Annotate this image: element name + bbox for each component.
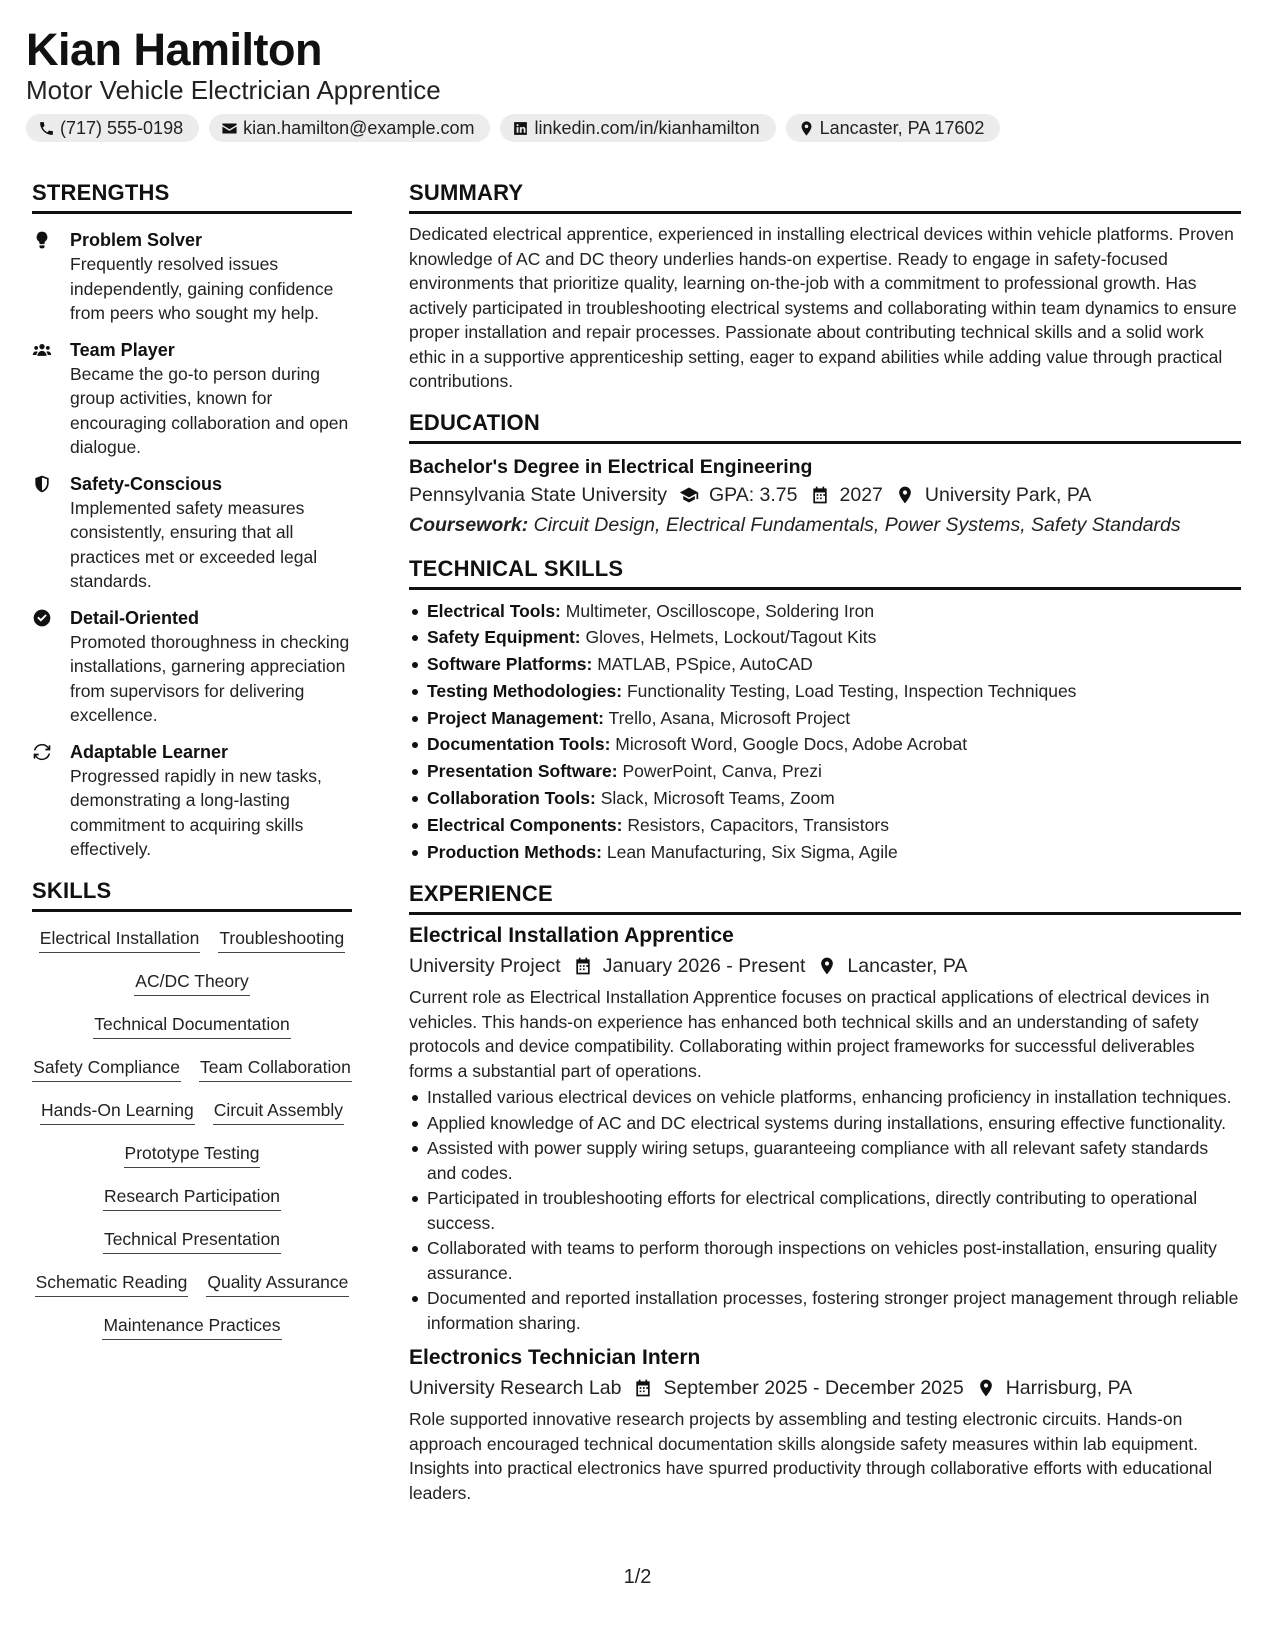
job-entry [409, 921, 1241, 1335]
tech-value: Lean Manufacturing, Six Sigma, Agile [606, 841, 898, 862]
calendar-icon [573, 956, 593, 976]
tech-value: Resistors, Capacitors, Transistors [627, 814, 889, 835]
job-description: Current role as Electrical Installation Apprentice focuses on practical applications of electrical devices in vehicles. This hands-on experience has enhanced both technical skills and an understanding of safety protocols and device compatibility. Collaborating within project frameworks for successful deliverables forms a substantial part of operations. [409, 987, 1210, 1081]
list-item [409, 731, 1241, 758]
skills-heading: SKILLS [32, 878, 352, 912]
tech-value: Functionality Testing, Load Testing, Inspection Techniques [626, 680, 1077, 701]
tech-value: Gloves, Helmets, Lockout/Tagout Kits [585, 627, 877, 648]
job-bullets [409, 1085, 1241, 1335]
coursework-list: Circuit Design, Electrical Fundamentals, Power Systems, Safety Standards [533, 513, 1181, 536]
tech-label: Collaboration Tools: [427, 788, 596, 809]
skill-tag: Electrical Installation [39, 926, 201, 953]
education-meta [409, 480, 1241, 510]
tech-value: Microsoft Word, Google Docs, Adobe Acrobat [615, 734, 968, 755]
experience-heading: EXPERIENCE [409, 881, 1241, 915]
skill-tag: Research Participation [103, 1184, 281, 1211]
job-location: Lancaster, PA [847, 955, 968, 978]
contact-phone-text: (717) 555-0198 [60, 117, 184, 138]
tech-label: Presentation Software: [427, 761, 618, 782]
contact-email-text: kian.hamilton@example.com [243, 117, 475, 138]
skill-tag: Hands-On Learning [40, 1098, 195, 1125]
education-section [409, 410, 1241, 540]
strength-item [32, 472, 352, 594]
skill-tag: Circuit Assembly [213, 1098, 344, 1125]
job-title: Electrical Installation Apprentice [409, 924, 734, 948]
strength-item [32, 338, 352, 460]
list-item: Participated in troubleshooting efforts for electrical complications, directly contributing to operational success. [409, 1186, 1241, 1235]
school-location: University Park, PA [924, 483, 1092, 506]
tech-label: Electrical Tools: [427, 600, 561, 621]
technical-skills-section [409, 556, 1241, 866]
contact-linkedin-text: linkedin.com/in/kianhamilton [534, 117, 760, 138]
sync-icon [32, 742, 52, 762]
strength-desc: Implemented safety measures consistently, ensuring that all practices met or exceeded legal standards. [70, 497, 318, 591]
tech-label: Electrical Components: [427, 814, 623, 835]
contact-location[interactable] [786, 114, 1001, 142]
skill-tag: Quality Assurance [206, 1270, 349, 1297]
strength-desc: Became the go-to person during group activities, known for encouraging collaboration and open dialogue. [70, 363, 349, 457]
left-column [32, 180, 352, 1340]
map-pin-icon [895, 485, 915, 505]
summary-heading: SUMMARY [409, 180, 1241, 214]
job-dates: September 2025 - December 2025 [663, 1377, 964, 1400]
job-location: Harrisburg, PA [1005, 1377, 1133, 1400]
tech-value: Trello, Asana, Microsoft Project [608, 707, 851, 728]
summary-section [409, 180, 1241, 394]
skill-tag: Schematic Reading [35, 1270, 189, 1297]
strength-desc: Progressed rapidly in new tasks, demonstrating a long-lasting commitment to acquiring skills effectively. [70, 765, 322, 859]
strength-title: Problem Solver [70, 230, 203, 250]
list-item [409, 624, 1241, 651]
graduation-cap-icon [679, 485, 699, 505]
degree-title: Bachelor's Degree in Electrical Engineering [409, 455, 813, 478]
job-meta [409, 1373, 1241, 1403]
strength-title: Detail-Oriented [70, 607, 200, 628]
strength-item [32, 606, 352, 728]
shield-icon [32, 474, 52, 494]
skill-tag: Technical Documentation [93, 1012, 291, 1039]
technical-skills-list [409, 598, 1241, 866]
tech-label: Project Management: [427, 707, 604, 728]
check-circle-icon [32, 608, 52, 628]
map-pin-icon [817, 956, 837, 976]
list-item [409, 758, 1241, 785]
tech-value: Slack, Microsoft Teams, Zoom [600, 788, 835, 809]
list-item [409, 598, 1241, 625]
job-description: Role supported innovative research projects by assembling and testing electronic circuits. Hands-on approach encouraged technical documentation skills alongside safety measures within lab equipment. Insights into practical electronics have spurred productivity through collaborative efforts with educational leaders. [409, 1409, 1213, 1503]
skill-tag: Technical Presentation [103, 1227, 281, 1254]
job-entry [409, 1343, 1241, 1505]
list-item [409, 812, 1241, 839]
contact-bar [26, 114, 1000, 142]
contact-location-text: Lancaster, PA 17602 [819, 117, 985, 138]
tech-label: Software Platforms: [427, 654, 593, 675]
strength-desc: Frequently resolved issues independently, gaining confidence from peers who sought my help. [70, 254, 334, 323]
list-item: Collaborated with teams to perform thorough inspections on vehicles post-installation, ensuring quality assurance. [409, 1236, 1241, 1285]
tech-value: MATLAB, PSpice, AutoCAD [597, 654, 813, 675]
skill-tag: Maintenance Practices [102, 1313, 281, 1340]
tech-label: Production Methods: [427, 841, 602, 862]
education-heading: EDUCATION [409, 410, 1241, 444]
candidate-name: Kian Hamilton [26, 24, 323, 75]
strength-item [32, 228, 352, 326]
job-meta [409, 951, 1241, 981]
strengths-section [32, 180, 352, 862]
experience-section [409, 881, 1241, 1505]
map-pin-icon [798, 120, 815, 137]
skill-tag: AC/DC Theory [134, 969, 249, 996]
phone-icon [38, 120, 55, 137]
lightbulb-icon [32, 230, 52, 250]
technical-skills-heading: TECHNICAL SKILLS [409, 556, 1241, 590]
graduation-year: 2027 [839, 483, 883, 506]
list-item [409, 678, 1241, 705]
tech-value: PowerPoint, Canva, Prezi [622, 761, 822, 782]
strength-title: Adaptable Learner [70, 741, 229, 762]
list-item: Applied knowledge of AC and DC electrical systems during installations, ensuring effective functionality. [409, 1111, 1241, 1136]
list-item: Installed various electrical devices on vehicle platforms, enhancing proficiency in installation techniques. [409, 1085, 1241, 1110]
gpa: GPA: 3.75 [708, 483, 798, 506]
users-icon [32, 340, 52, 360]
skill-tag: Team Collaboration [199, 1055, 352, 1082]
strengths-heading: STRENGTHS [32, 180, 352, 214]
tech-label: Testing Methodologies: [427, 680, 623, 701]
calendar-icon [810, 485, 830, 505]
strength-title: Team Player [70, 339, 175, 360]
tech-label: Safety Equipment: [427, 627, 581, 648]
right-column [409, 180, 1241, 1505]
tech-value: Multimeter, Oscilloscope, Soldering Iron [565, 600, 875, 621]
summary-text: Dedicated electrical apprentice, experienced in installing electrical devices within vehicle platforms. Proven knowledge of AC and DC theory underlies hands-on expertise. Ready to engage in safety-focused environments that prioritize quality, learning on-the-job with a commitment to professional growth. Has actively participated in troubleshooting electrical systems and collaborating within team dynamics to ensure proper installation and repair processes. Passionate about contributing technical skills and a solid work ethic in a supportive apprenticeship setting, eager to expand abilities while adding value through practical contributions. [409, 224, 1237, 391]
strength-title: Safety-Conscious [70, 473, 223, 494]
skill-tag: Troubleshooting [218, 926, 345, 953]
list-item [409, 785, 1241, 812]
strength-desc: Promoted thoroughness in checking installations, garnering appreciation from supervisors for delivering excellence. [70, 631, 350, 725]
coursework [409, 510, 1241, 540]
job-org: University Project [409, 955, 561, 978]
map-pin-icon [976, 1378, 996, 1398]
linkedin-icon [512, 120, 529, 137]
contact-linkedin[interactable] [500, 114, 775, 142]
list-item: Documented and reported installation processes, fostering stronger project management through reliable information sharing. [409, 1286, 1241, 1335]
contact-phone[interactable] [26, 114, 199, 142]
page-number: 1/2 [623, 1566, 652, 1588]
strength-item [32, 740, 352, 862]
list-item: Assisted with power supply wiring setups, guaranteeing compliance with all relevant safety standards and codes. [409, 1136, 1241, 1185]
skill-tag: Safety Compliance [32, 1055, 181, 1082]
skill-tag: Prototype Testing [124, 1141, 261, 1168]
job-title: Electronics Technician Intern [409, 1346, 701, 1370]
list-item [409, 839, 1241, 866]
skills-section [32, 878, 352, 1340]
skills-list [32, 926, 352, 1340]
school-name: Pennsylvania State University [409, 483, 667, 506]
coursework-label: Coursework: [409, 513, 529, 536]
calendar-icon [633, 1378, 653, 1398]
list-item [409, 705, 1241, 732]
envelope-icon [221, 120, 238, 137]
candidate-role: Motor Vehicle Electrician Apprentice [26, 75, 441, 105]
job-dates: January 2026 - Present [602, 955, 806, 978]
tech-label: Documentation Tools: [427, 734, 611, 755]
job-org: University Research Lab [409, 1377, 622, 1400]
list-item [409, 651, 1241, 678]
contact-email[interactable] [209, 114, 490, 142]
